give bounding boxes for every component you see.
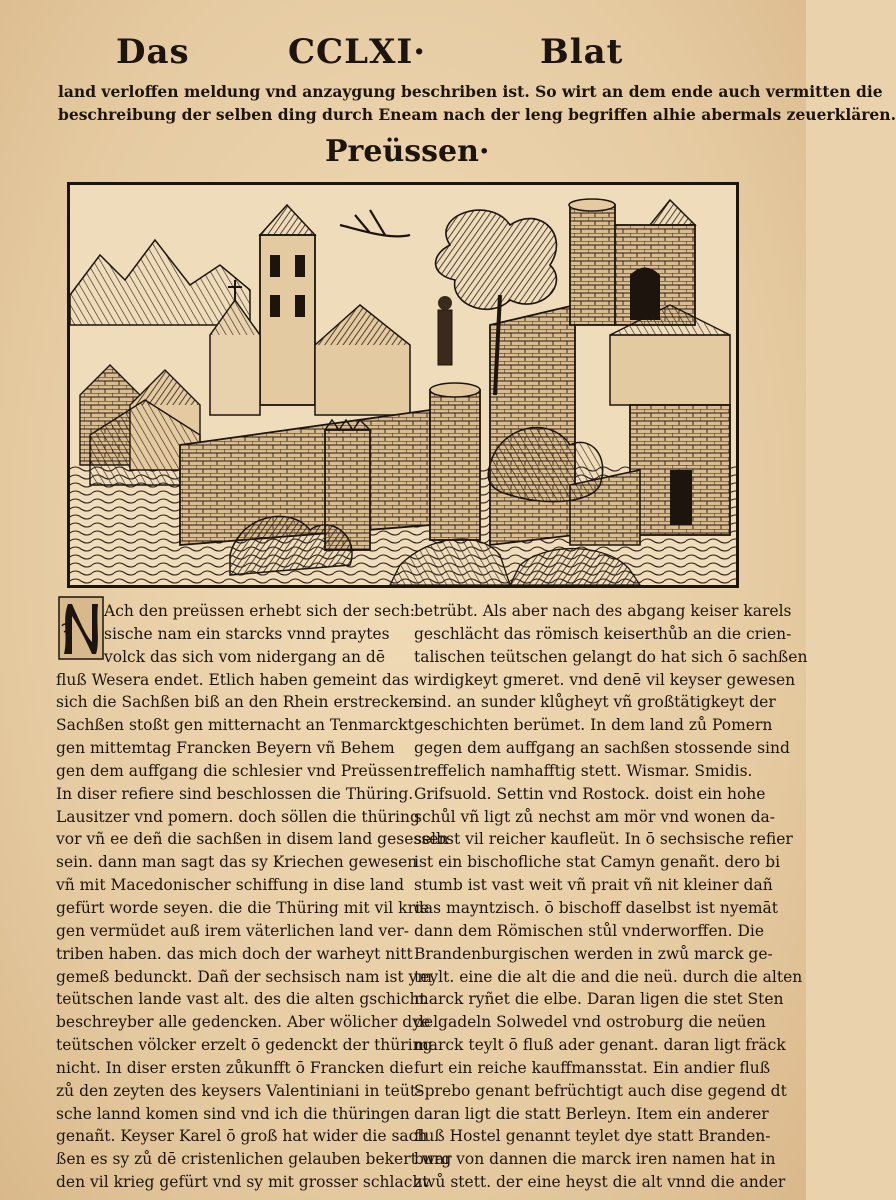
text-line: das mayntzisch. ō bischoff daselbst ist nyemāt [414, 898, 779, 917]
text-line: marck teylt ō fluß ader genant. daran ligt fräck [414, 1036, 786, 1055]
text-line: zwů stett. der eine heyst die alt vnnd die ander [414, 1173, 786, 1192]
text-line: sind. an sunder klůgheyt vñ großtätigkeyt der [414, 693, 776, 712]
text-line: sich die Sachßen biß an den Rhein erstrecken [56, 693, 419, 712]
text-line: marck ryñet die elbe. Daran ligen die stet Sten [414, 990, 784, 1009]
text-line: fluß Hostel genannt teylet dye statt Branden- [414, 1127, 771, 1146]
text-line: sische nam ein starcks vnnd praytes [104, 624, 390, 643]
header-left-word: Das [116, 32, 190, 72]
text-line: Sprebo genant befrüchtigt auch dise gegend dt [414, 1081, 787, 1100]
city-view-illustration [70, 185, 736, 585]
text-line: furt ein reiche kauffmansstat. Ein andier fluß [414, 1058, 771, 1077]
text-line: fluß Wesera endet. Etlich haben gemeint das [56, 670, 409, 689]
text-column-right [414, 600, 808, 1194]
text-line: geschlächt das römisch keiserthůb an die crien- [414, 624, 792, 643]
intro-text [58, 80, 896, 126]
text-line: teütschen lande vast alt. des die alten gschicht [56, 990, 426, 1009]
text-line: gen mittemtag Francken Beyern vñ Behem [56, 739, 395, 758]
text-line: gemeß bedunckt. Dañ der sechsisch nam ist ym [56, 967, 433, 986]
folio-number: CCLXI· [288, 32, 427, 72]
intro-line: beschreibung der selben ding durch Eneam nach der leng begriffen alhie abermals zeuerklären. [58, 104, 896, 124]
text-line: teylt. eine die alt die and die neü. durch die alten [414, 967, 803, 986]
text-column-left [56, 600, 452, 1194]
text-line: burg von dannen die marck iren namen hat in [414, 1150, 776, 1169]
text-line: schůl vñ ligt zů nechst am mör vnd wonen da- [414, 807, 776, 826]
text-line: ßen es sy zů dē cristenlichen gelauben bekert war [56, 1150, 452, 1169]
text-line: teütschen völcker erzelt ō gedenckt der thüring [56, 1036, 433, 1055]
text-line: triben haben. das mich doch der warheyt nitt [56, 944, 413, 963]
header-right-word: Blat [540, 32, 624, 72]
text-line: zů den zeyten des keysers Valentiniani in teüt- [56, 1081, 422, 1100]
text-line: treffelich namhafftig stett. Wismar. Smidis. [414, 761, 753, 780]
text-line: gegen dem auffgang an sachßen stossende sind [414, 739, 790, 758]
text-line: stumb ist vast weit vñ prait vñ nit kleiner dañ [414, 876, 773, 895]
text-line: gen vermüdet auß irem väterlichen land ver- [56, 921, 410, 940]
text-line: Ach den preüssen erhebt sich der sech: [104, 602, 416, 620]
text-line: sche lannd komen sind vnd ich die thüringen [56, 1104, 410, 1123]
text-line: volck das sich vom nidergang an dē [104, 647, 385, 666]
text-line: talischen teütschen gelangt do hat sich ō sachßen [414, 647, 808, 666]
text-line: dann dem Römischen stůl vnderworffen. Die [414, 921, 765, 940]
text-line: nicht. In diser ersten zůkunfft ō Francken die [56, 1058, 414, 1077]
text-line: daran ligt die statt Berleyn. Item ein anderer [414, 1104, 769, 1123]
text-line: vor vñ ee deñ die sachßen in disem land gesessen [56, 830, 449, 849]
text-line: gen dem auffgang die schlesier vnd Preüssen. [56, 761, 418, 780]
section-title: Preüssen· [325, 134, 490, 169]
text-line: geschichten berümet. In dem land zů Pomern [414, 716, 773, 735]
text-line: genañt. Keyser Karel ō groß hat wider die sach [56, 1127, 428, 1146]
text-line: den vil krieg gefürt vnd sy mit grosser schlacht [56, 1173, 429, 1192]
text-line: Lausitzer vnd pomern. doch söllen die thüring [56, 807, 420, 826]
text-line: betrübt. Als aber nach des abgang keiser karels [414, 602, 792, 620]
text-line: Grifsuold. Settin vnd Rostock. doist ein hohe [414, 784, 766, 803]
text-line: ist ein bischofliche stat Camyn genañt. dero bi [414, 853, 781, 872]
text-line: sein. dann man sagt das sy Kriechen gewesen [56, 853, 418, 872]
text-line: selbst vil reicher kaufleüt. In ō sechsische refier [414, 830, 793, 849]
text-line: vñ mit Macedonischer schiffung in dise land [56, 876, 405, 895]
text-line: Sachßen stoßt gen mitternacht an Tenmarckt [56, 716, 414, 735]
text-line: In diser refiere sind beschlossen die Thüring. [56, 784, 414, 803]
text-line: Brandenburgischen werden in zwů marck ge- [414, 944, 773, 963]
page-header [0, 32, 806, 78]
text-line: beschreyber alle gedencken. Aber wölicher dye [56, 1013, 431, 1032]
intro-line: land verloffen meldung vnd anzaygung beschriben ist. So wirt an dem ende auch vermitten die [58, 82, 883, 101]
text-line: wirdigkeyt gmeret. vnd denē vil keyser gewesen [414, 670, 796, 689]
text-line: delgadeln Solwedel vnd ostroburg die neüen [414, 1013, 766, 1032]
text-line: gefürt worde seyen. die die Thüring mit vil krie [56, 898, 430, 917]
woodcut-illustration [67, 182, 739, 588]
